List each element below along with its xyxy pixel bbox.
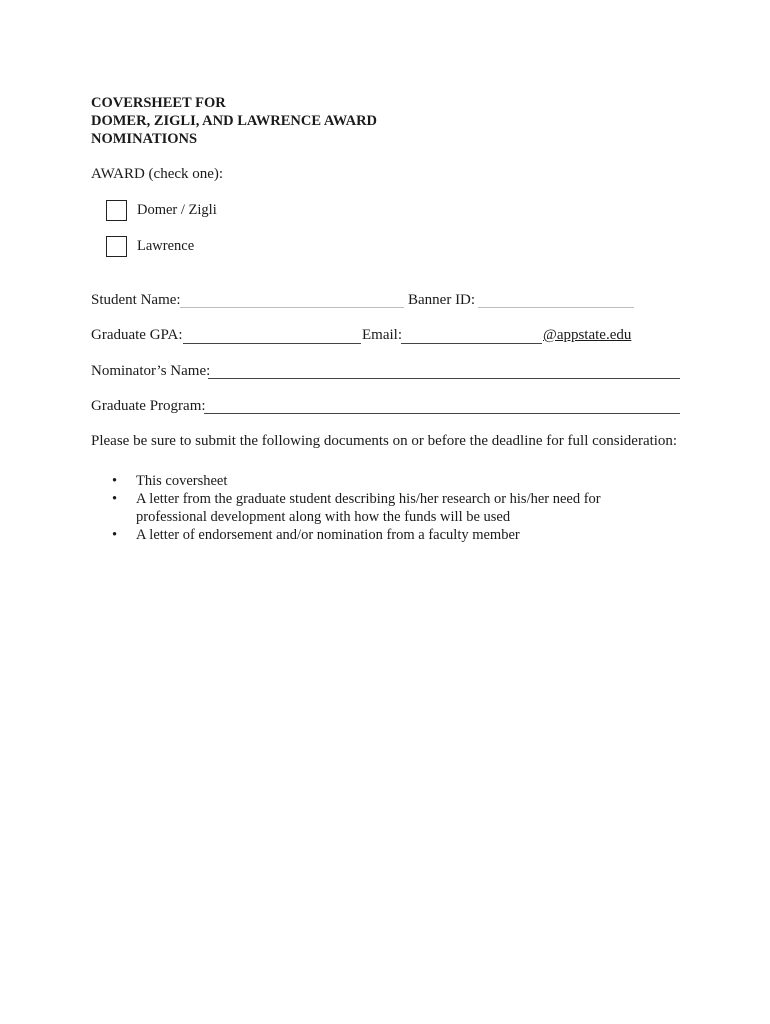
student-name-label: Student Name: <box>91 292 181 308</box>
title-line-1: COVERSHEET FOR <box>91 95 226 111</box>
graduate-gpa-label: Graduate GPA: <box>91 327 183 343</box>
email-domain: @appstate.edu <box>543 327 632 343</box>
email-field[interactable] <box>401 343 542 344</box>
graduate-gpa-field[interactable] <box>183 343 361 344</box>
list-item-text: A letter of endorsement and/or nomination from a faculty member <box>136 527 520 543</box>
award-option-domer-zigli[interactable] <box>106 198 217 222</box>
bullet-icon: • <box>112 491 118 507</box>
email-label: Email: <box>362 327 402 343</box>
list-item-text: This coversheet <box>136 473 228 489</box>
list-item <box>112 490 601 526</box>
lawrence-checkbox[interactable] <box>106 236 127 257</box>
form-title <box>91 94 377 148</box>
bullet-icon: • <box>112 473 118 489</box>
banner-id-label: Banner ID: <box>408 292 476 308</box>
list-item <box>112 472 601 490</box>
domer-zigli-checkbox[interactable] <box>106 200 127 221</box>
domer-zigli-label: Domer / Zigli <box>137 201 217 218</box>
nominator-name-label: Nominator’s Name: <box>91 363 211 379</box>
nominator-name-field[interactable] <box>208 378 680 379</box>
list-item-text-continued: professional development along with how the funds will be used <box>136 509 511 525</box>
list-item-text: A letter from the graduate student describing his/her research or his/her need for <box>136 491 601 507</box>
lawrence-label: Lawrence <box>137 237 195 254</box>
graduate-program-field[interactable] <box>204 413 680 414</box>
instructions-intro: Please be sure to submit the following documents on or before the deadline for full consideration: <box>91 433 678 449</box>
list-item <box>112 526 601 544</box>
banner-id-field[interactable] <box>478 307 634 308</box>
award-label: AWARD (check one): <box>91 166 224 182</box>
title-line-2: DOMER, ZIGLI, AND LAWRENCE AWARD <box>91 113 378 129</box>
graduate-program-label: Graduate Program: <box>91 398 206 414</box>
student-name-field[interactable] <box>180 307 404 308</box>
title-line-3: NOMINATIONS <box>91 131 198 147</box>
required-documents-list <box>112 472 601 544</box>
bullet-icon: • <box>112 527 118 543</box>
award-option-lawrence[interactable] <box>106 234 194 258</box>
